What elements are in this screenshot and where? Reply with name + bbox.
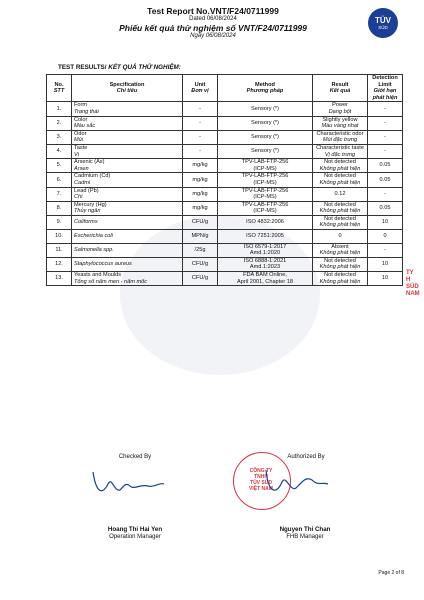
cell-unit: -: [183, 130, 218, 144]
cell-no: 13.: [47, 271, 72, 285]
cell-method: TPV-LAB-FTP-256 (ICP-MS): [218, 187, 313, 201]
cell-method: TPV-LAB-FTP-256 (ICP-MS): [218, 159, 313, 173]
authorized-by-label: Authorized By: [287, 454, 325, 460]
cell-no: 5.: [47, 159, 72, 173]
cell-no: 11.: [47, 243, 72, 257]
col-limit: Detection Limit Giới hạn phát hiện: [368, 75, 403, 102]
cell-result: Absent Không phát hiện: [313, 243, 368, 257]
cell-unit: -: [183, 102, 218, 116]
left-signer-name: Hoang Thi Hai Yen: [107, 526, 163, 533]
tuv-logo: TÜV SÜD: [368, 8, 398, 38]
cell-no: 4.: [47, 144, 72, 158]
cell-spec: Salmonella spp.: [72, 243, 183, 257]
cell-method: TPV-LAB-FTP-256 (ICP-MS): [218, 173, 313, 187]
cell-limit: -: [368, 102, 403, 116]
cell-method: ISO 7251:2005: [218, 230, 313, 244]
col-result: Result Kết quả: [313, 75, 368, 102]
table-row: [47, 102, 403, 116]
cell-method: Sensory (*): [218, 102, 313, 116]
col-no: No. STT: [47, 75, 72, 102]
cell-method: Sensory (*): [218, 130, 313, 144]
report-date: Dated 06/08/2024: [189, 16, 237, 22]
cell-limit: -: [368, 187, 403, 201]
cell-spec: Color Màu sắc: [72, 116, 183, 130]
cell-unit: CFU/g: [183, 271, 218, 285]
cell-method: ISO 6579-1:2017 Amd.1:2020: [218, 243, 313, 257]
cell-method: Sensory (*): [218, 144, 313, 158]
cell-result: 0: [313, 230, 368, 244]
cell-limit: -: [368, 130, 403, 144]
checked-by-label: Checked By: [118, 454, 152, 460]
report-title-vi: Phiếu kết quả thử nghiệm số VNT/F24/0711999: [119, 23, 307, 33]
cell-method: ISO 6888-1:2021 Amd.1:2023: [218, 257, 313, 271]
cell-spec: Mercury (Hg) Thủy ngân: [72, 201, 183, 215]
cell-unit: -: [183, 144, 218, 158]
cell-unit: CFU/g: [183, 257, 218, 271]
cell-result: Not detected Không phát hiện: [313, 257, 368, 271]
cell-result: Characteristic taste Vị đặc trưng: [313, 144, 368, 158]
results-table: [46, 74, 403, 286]
cell-spec: Taste Vị: [72, 144, 183, 158]
cell-spec: Staphylococcus aureus: [72, 257, 183, 271]
table-row: [47, 215, 403, 229]
cell-spec: Form Trạng thái: [72, 102, 183, 116]
cell-no: 12.: [47, 257, 72, 271]
signature-left: [88, 462, 168, 502]
cell-no: 8.: [47, 201, 72, 215]
cell-unit: MPN/g: [183, 230, 218, 244]
cell-result: Not detected Không phát hiện: [313, 215, 368, 229]
table-row: [47, 144, 403, 158]
cell-no: 3.: [47, 130, 72, 144]
cell-unit: mg/kg: [183, 159, 218, 173]
cell-result: Not detected Không phát hiện: [313, 201, 368, 215]
cell-spec: Lead (Pb) Chì: [72, 187, 183, 201]
cell-no: 2.: [47, 116, 72, 130]
cell-limit: 0: [368, 230, 403, 244]
cell-spec: Yeasts and Moulds Tổng số nấm men - nấm mốc: [72, 271, 183, 285]
table-header-row: [47, 75, 403, 102]
cell-limit: 10: [368, 215, 403, 229]
table-row: [47, 257, 403, 271]
cell-unit: mg/kg: [183, 187, 218, 201]
report-title: Test Report No.VNT/F24/0711999: [147, 6, 279, 16]
cell-result: Power Dạng bột: [313, 102, 368, 116]
cell-result: Not detected Không phát hiện: [313, 159, 368, 173]
col-unit: Unit Đơn vị: [183, 75, 218, 102]
right-signer-name: Nguyen Thi Chan: [279, 526, 331, 533]
cell-method: TPV-LAB-FTP-256 (ICP-MS): [218, 201, 313, 215]
cell-limit: -: [368, 116, 403, 130]
right-signer-role: FHB Manager: [286, 534, 324, 540]
cell-method: ISO 4832:2006: [218, 215, 313, 229]
cell-limit: 0.05: [368, 201, 403, 215]
cell-spec: Odor Mùi: [72, 130, 183, 144]
col-method: Method Phương pháp: [218, 75, 313, 102]
cell-limit: -: [368, 243, 403, 257]
cell-method: Sensory (*): [218, 116, 313, 130]
cell-result: Not detected Không phát hiện: [313, 271, 368, 285]
table-row: [47, 130, 403, 144]
cell-spec: Cadmium (Cd) Cadmi: [72, 173, 183, 187]
page-number: Page 2 of 8: [378, 570, 404, 576]
cell-spec: Arsenic (As) Arsen: [72, 159, 183, 173]
cell-limit: 10: [368, 257, 403, 271]
table-row: [47, 271, 403, 285]
signature-right: [262, 462, 342, 502]
cell-no: 9.: [47, 215, 72, 229]
cell-unit: mg/kg: [183, 173, 218, 187]
cell-no: 6.: [47, 173, 72, 187]
cell-unit: -: [183, 116, 218, 130]
cell-method: FDA BAM Online, April 2001, Chapter 18: [218, 271, 313, 285]
stamp-text: CÔNG TY TNHH TÜV SÜD VIỆT NAM: [249, 468, 273, 492]
edge-stamp: TY H SÜD NAM: [406, 270, 420, 297]
cell-spec: Escherichia coli: [72, 230, 183, 244]
cell-result: Not detected Không phát hiện: [313, 173, 368, 187]
table-row: [47, 230, 403, 244]
col-spec: Specification Chỉ tiêu: [72, 75, 183, 102]
cell-no: 10.: [47, 230, 72, 244]
left-signer-role: Operation Manager: [109, 534, 161, 540]
cell-no: 1.: [47, 102, 72, 116]
cell-result: 0.12: [313, 187, 368, 201]
table-row: [47, 116, 403, 130]
cell-limit: -: [368, 144, 403, 158]
table-row: [47, 201, 403, 215]
report-date-vi: Ngày 06/08/2024: [190, 33, 236, 39]
cell-unit: CFU/g: [183, 215, 218, 229]
cell-unit: mg/kg: [183, 201, 218, 215]
table-row: [47, 243, 403, 257]
cell-limit: 10: [368, 271, 403, 285]
cell-no: 7.: [47, 187, 72, 201]
cell-result: Slightly yellow Màu vàng nhạt: [313, 116, 368, 130]
cell-unit: /25g: [183, 243, 218, 257]
cell-limit: 0.05: [368, 159, 403, 173]
table-row: [47, 159, 403, 173]
table-row: [47, 173, 403, 187]
cell-spec: Coliforms: [72, 215, 183, 229]
cell-result: Characteristic odor Mùi đặc trưng: [313, 130, 368, 144]
table-row: [47, 187, 403, 201]
section-title: TEST RESULTS/ KẾT QUẢ THỬ NGHIỆM:: [58, 64, 181, 71]
cell-limit: 0.05: [368, 173, 403, 187]
